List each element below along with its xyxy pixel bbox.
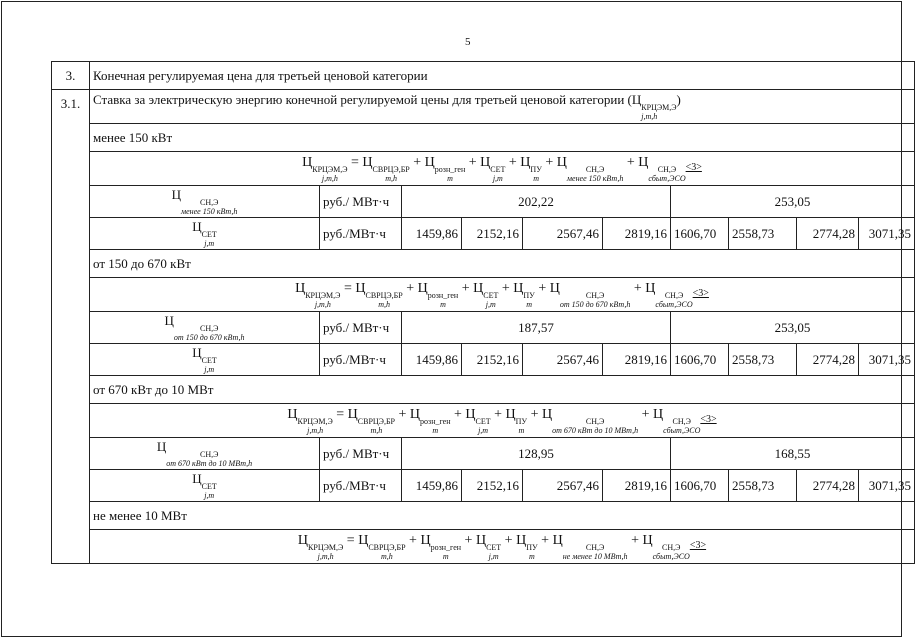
set-rate-value: 1459,86 — [402, 218, 462, 250]
formula: Ц КРЦЭМ,Э j,m,h = Ц СВРЦЭ,БР m,h + Ц розн_ген m + Ц СЕТ j,m + Ц ПУ m + Ц СН,Э от 150 до 670 кВт,h + Ц СН,Э сбыт,ЭСО $_{<3>}$ — [90, 278, 915, 312]
sn-rate-symbol: Ц СН,Э от 670 кВт до 10 МВт,h — [90, 438, 320, 470]
set-rate-value: 1606,70 — [671, 218, 729, 250]
set-rate-value: 1459,86 — [402, 344, 462, 376]
sn-rate-symbol: Ц СН,Э от 150 до 670 кВт,h — [90, 312, 320, 344]
set-rate-value: 3071,35 — [859, 218, 915, 250]
set-rate-value: 2558,73 — [729, 218, 797, 250]
formula: Ц КРЦЭМ,Э j,m,h = Ц СВРЦЭ,БР m,h + Ц розн_ген m + Ц СЕТ j,m + Ц ПУ m + Ц СН,Э не менее 10 МВт,h + Ц СН,Э сбыт,ЭСО $_{<3>}$ — [90, 530, 915, 564]
set-rate-symbol: Ц СЕТ j,m — [90, 218, 320, 250]
page-number: 5 — [465, 36, 471, 48]
group-heading-row — [52, 250, 915, 278]
set-rate-value: 2152,16 — [462, 344, 523, 376]
sn-rate-row — [52, 186, 915, 218]
set-rate-value: 2558,73 — [729, 470, 797, 502]
set-rate-value: 2152,16 — [462, 470, 523, 502]
set-rate-symbol: Ц СЕТ j,m — [90, 470, 320, 502]
sn-rate-row — [52, 438, 915, 470]
set-rate-value: 2567,46 — [523, 218, 603, 250]
set-rate-value: 2774,28 — [797, 470, 859, 502]
group-heading: менее 150 кВт — [90, 124, 915, 152]
sn-rate-value-a: 128,95 — [402, 438, 671, 470]
set-rate-value: 2152,16 — [462, 218, 523, 250]
sn-rate-value-a: 202,22 — [402, 186, 671, 218]
set-rate-value: 2774,28 — [797, 218, 859, 250]
set-rate-value: 2567,46 — [523, 344, 603, 376]
group-heading-row — [52, 502, 915, 530]
sn-rate-row — [52, 312, 915, 344]
set-rate-unit: руб./МВт·ч — [320, 470, 402, 502]
set-rate-value: 2567,46 — [523, 470, 603, 502]
group-heading: от 150 до 670 кВт — [90, 250, 915, 278]
sn-rate-symbol: Ц СН,Э менее 150 кВт,h — [90, 186, 320, 218]
section-3-title: Конечная регулируемая цена для третьей ценовой категории — [90, 62, 915, 90]
set-rate-unit: руб./МВт·ч — [320, 218, 402, 250]
set-rate-row — [52, 344, 915, 376]
formula-row — [52, 152, 915, 186]
group-heading-row — [52, 124, 915, 152]
set-rate-row — [52, 470, 915, 502]
group-heading: от 670 кВт до 10 МВт — [90, 376, 915, 404]
set-rate-value: 1606,70 — [671, 470, 729, 502]
section-31-number: 3.1. — [52, 90, 90, 564]
sn-rate-unit: руб./ МВт·ч — [320, 438, 402, 470]
formula-row — [52, 530, 915, 564]
set-rate-value: 2819,16 — [603, 470, 671, 502]
section-3-number: 3. — [52, 62, 90, 90]
set-rate-value: 3071,35 — [859, 344, 915, 376]
set-rate-row — [52, 218, 915, 250]
set-rate-symbol: Ц СЕТ j,m — [90, 344, 320, 376]
set-rate-value: 2774,28 — [797, 344, 859, 376]
sn-rate-value-a: 187,57 — [402, 312, 671, 344]
set-rate-unit: руб./МВт·ч — [320, 344, 402, 376]
group-heading: не менее 10 МВт — [90, 502, 915, 530]
formula-row — [52, 404, 915, 438]
section-3-row — [52, 62, 915, 90]
sn-rate-unit: руб./ МВт·ч — [320, 186, 402, 218]
sn-rate-unit: руб./ МВт·ч — [320, 312, 402, 344]
formula-row — [52, 278, 915, 312]
formula: Ц КРЦЭМ,Э j,m,h = Ц СВРЦЭ,БР m,h + Ц розн_ген m + Ц СЕТ j,m + Ц ПУ m + Ц СН,Э от 670 кВт до 10 МВт,h + Ц СН,Э сбыт,ЭСО $_{<3>}$ — [90, 404, 915, 438]
set-rate-value: 3071,35 — [859, 470, 915, 502]
sn-rate-value-b: 253,05 — [671, 312, 915, 344]
formula: Ц КРЦЭМ,Э j,m,h = Ц СВРЦЭ,БР m,h + Ц розн_ген m + Ц СЕТ j,m + Ц ПУ m + Ц СН,Э менее 150 кВт,h + Ц СН,Э сбыт,ЭСО $_{<3>}$ — [90, 152, 915, 186]
tariff-table — [51, 61, 915, 564]
section-31-row — [52, 90, 915, 124]
set-rate-value: 1606,70 — [671, 344, 729, 376]
set-rate-value: 1459,86 — [402, 470, 462, 502]
set-rate-value: 2819,16 — [603, 218, 671, 250]
group-heading-row — [52, 376, 915, 404]
sn-rate-value-b: 168,55 — [671, 438, 915, 470]
section-31-title: Ставка за электрическую энергию конечной регулируемой цены для третьей ценовой категории (Ц КРЦЭМ,Э j,m,h ) — [90, 90, 915, 124]
set-rate-value: 2819,16 — [603, 344, 671, 376]
set-rate-value: 2558,73 — [729, 344, 797, 376]
sn-rate-value-b: 253,05 — [671, 186, 915, 218]
